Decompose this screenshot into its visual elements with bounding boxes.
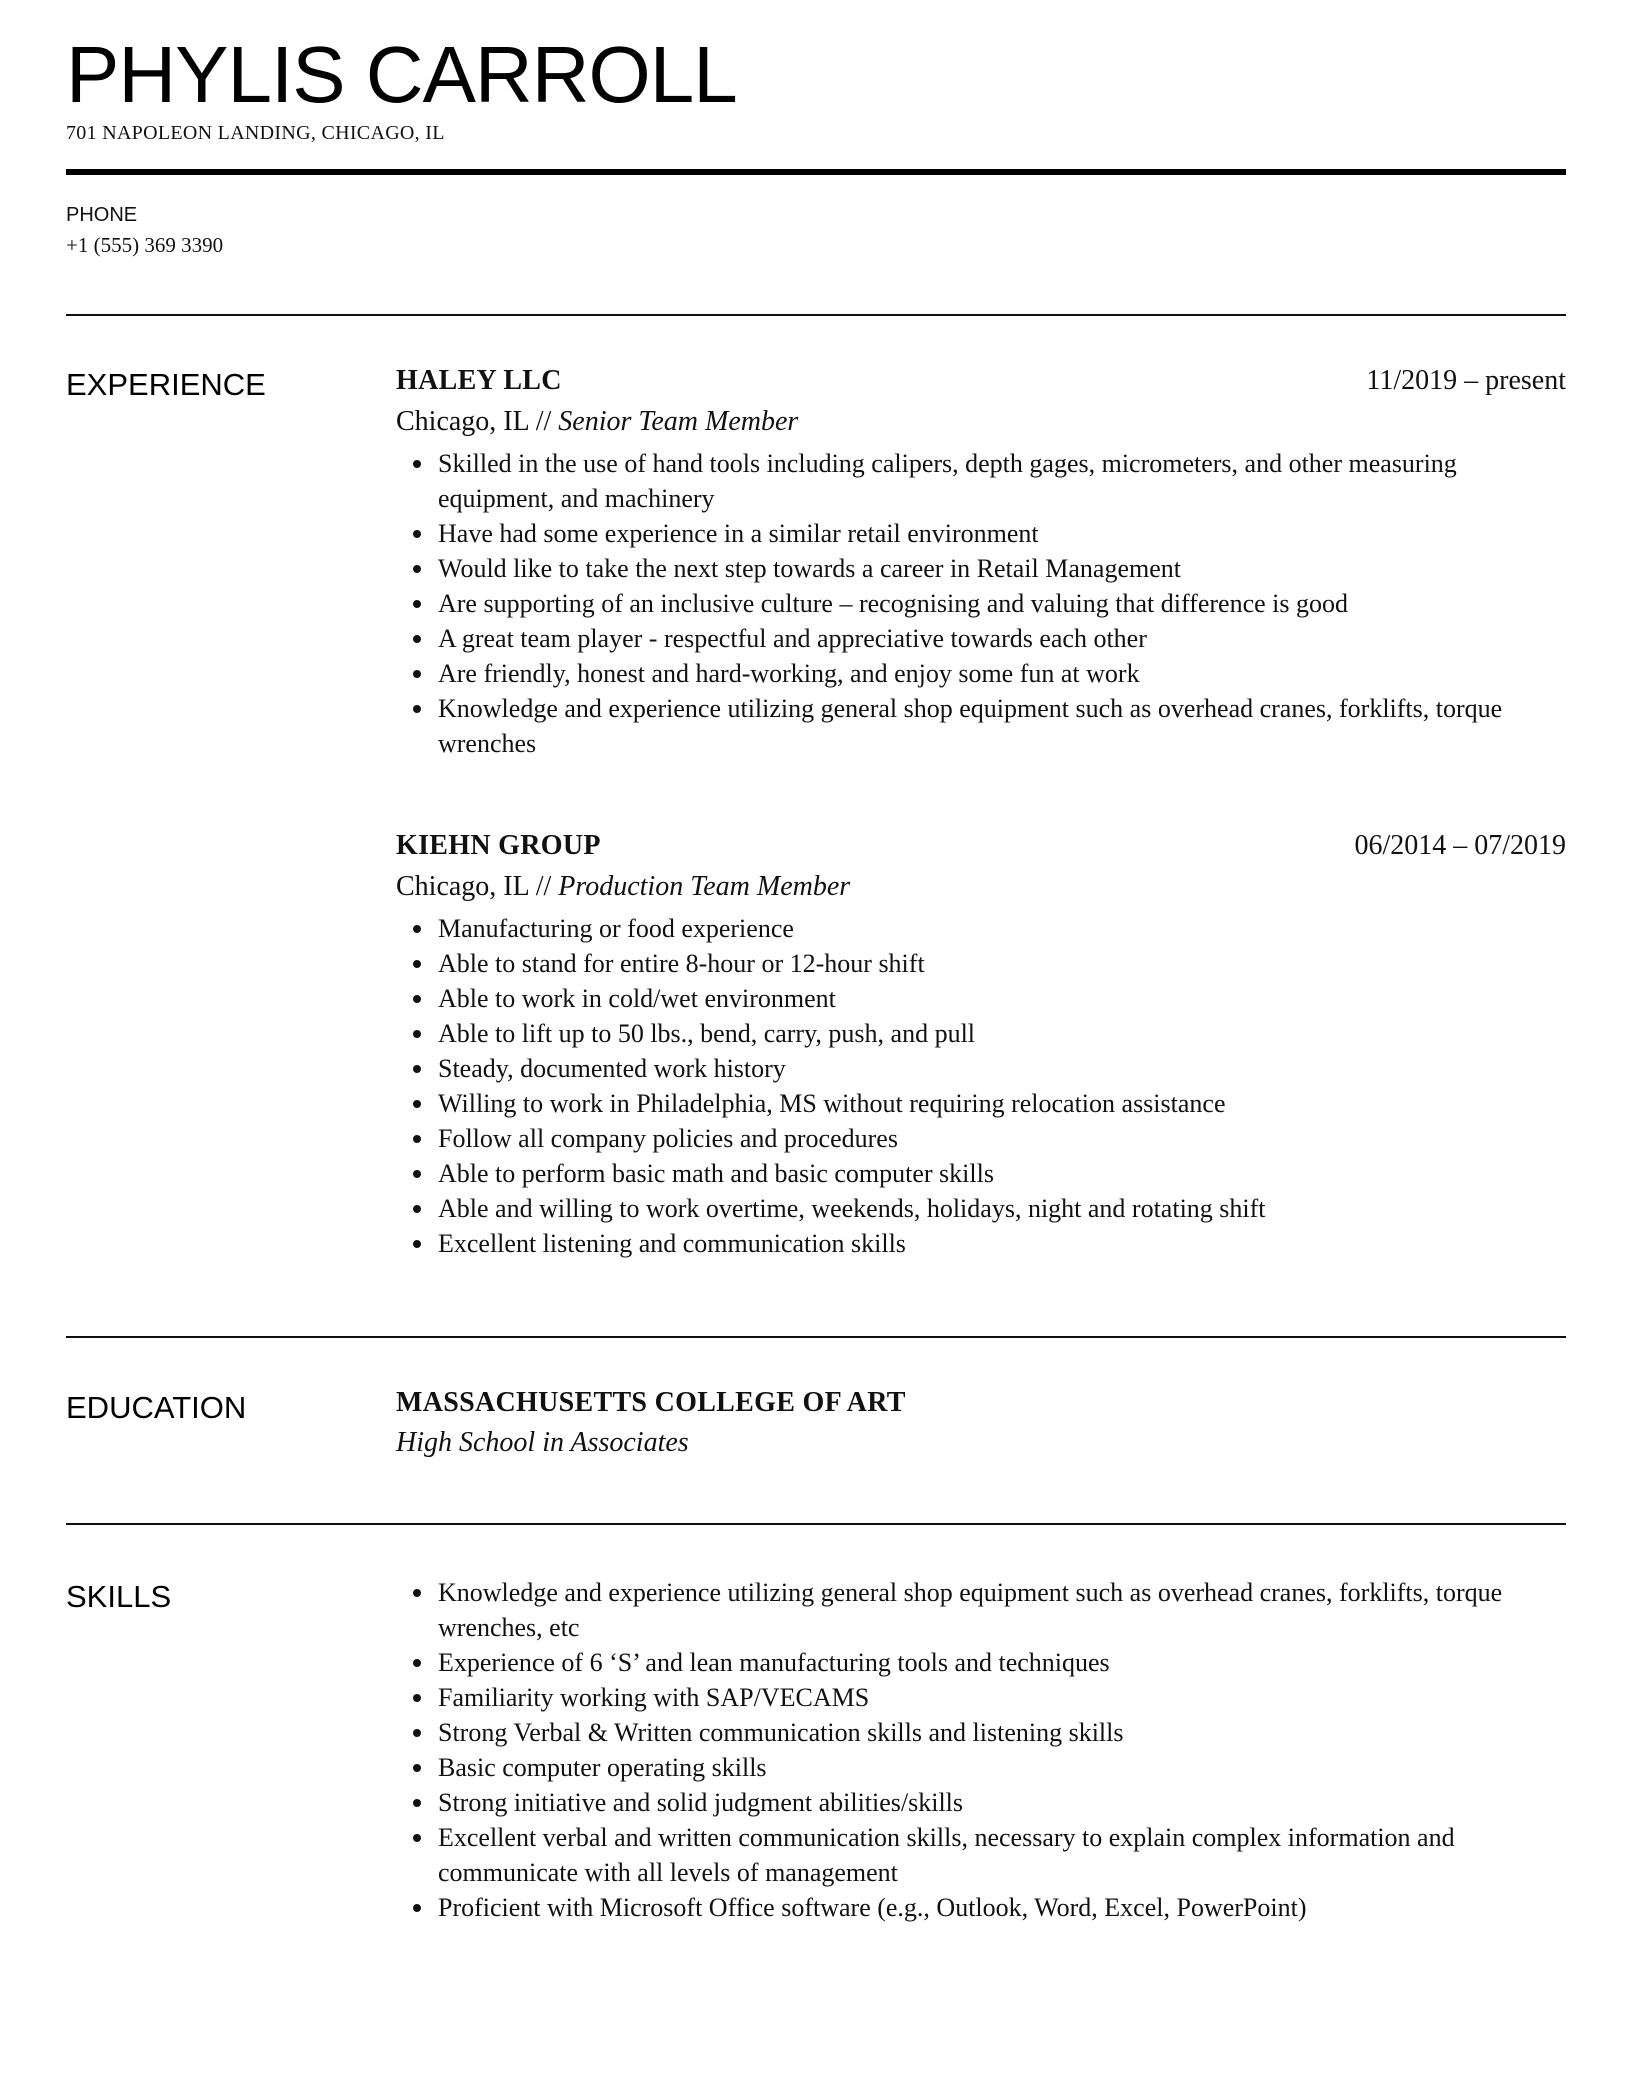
bullet-icon xyxy=(413,1904,421,1912)
list-item xyxy=(396,1785,1566,1820)
bullet-icon xyxy=(413,670,421,678)
list-item xyxy=(396,1191,1566,1226)
job-duties xyxy=(396,911,1566,1261)
duty-text: Able and willing to work overtime, weekends, holidays, night and rotating shift xyxy=(438,1194,1266,1223)
list-item xyxy=(396,621,1566,656)
bullet-icon xyxy=(413,960,421,968)
job-entry xyxy=(396,362,1566,761)
bullet-icon xyxy=(413,995,421,1003)
bullet-icon xyxy=(413,635,421,643)
bullet-icon xyxy=(413,925,421,933)
job-subline xyxy=(396,867,1566,907)
job-subline xyxy=(396,402,1566,442)
duty-text: Would like to take the next step towards a career in Retail Management xyxy=(438,554,1181,583)
duty-text: Able to lift up to 50 lbs., bend, carry, push, and pull xyxy=(438,1019,976,1048)
job-title: Production Team Member xyxy=(558,871,851,902)
duty-text: Excellent listening and communication skills xyxy=(438,1229,906,1258)
bullet-icon xyxy=(413,1834,421,1842)
list-item xyxy=(396,691,1566,761)
duty-text: Knowledge and experience utilizing general shop equipment such as overhead cranes, forklifts, torque wrenches xyxy=(438,694,1503,758)
list-item xyxy=(396,1016,1566,1051)
role-separator: // xyxy=(528,871,559,902)
duty-text: Follow all company policies and procedures xyxy=(438,1124,898,1153)
list-item xyxy=(396,1121,1566,1156)
bullet-icon xyxy=(413,1694,421,1702)
duty-text: Willing to work in Philadelphia, MS without requiring relocation assistance xyxy=(438,1089,1226,1118)
skill-text: Proficient with Microsoft Office software (e.g., Outlook, Word, Excel, PowerPoint) xyxy=(438,1893,1307,1922)
duty-text: Steady, documented work history xyxy=(438,1054,786,1083)
list-item xyxy=(396,586,1566,621)
company-name: KIEHN GROUP xyxy=(396,830,601,861)
job-duties xyxy=(396,446,1566,761)
experience-heading: EXPERIENCE xyxy=(66,367,266,402)
candidate-address: 701 NAPOLEON LANDING, CHICAGO, IL xyxy=(66,122,445,144)
bullet-icon xyxy=(413,705,421,713)
header-divider xyxy=(66,169,1566,175)
education-entry xyxy=(396,1383,1566,1463)
skill-text: Experience of 6 ‘S’ and lean manufacturing tools and techniques xyxy=(438,1648,1110,1677)
skills-heading: SKILLS xyxy=(66,1579,172,1614)
list-item xyxy=(396,1575,1566,1645)
skill-text: Familiarity working with SAP/VECAMS xyxy=(438,1683,870,1712)
list-item xyxy=(396,1715,1566,1750)
list-item xyxy=(396,946,1566,981)
skill-text: Basic computer operating skills xyxy=(438,1753,767,1782)
bullet-icon xyxy=(413,1240,421,1248)
bullet-icon xyxy=(413,530,421,538)
job-dates: 11/2019 – present xyxy=(1366,365,1566,396)
bullet-icon xyxy=(413,1659,421,1667)
section-divider xyxy=(66,1336,1566,1338)
list-item xyxy=(396,1820,1566,1890)
job-entry xyxy=(396,827,1566,1261)
list-item xyxy=(396,1051,1566,1086)
duty-text: Able to stand for entire 8-hour or 12-hour shift xyxy=(438,949,925,978)
section-divider xyxy=(66,1523,1566,1525)
duty-text: Have had some experience in a similar retail environment xyxy=(438,519,1039,548)
duty-text: A great team player - respectful and appreciative towards each other xyxy=(438,624,1147,653)
skills-list xyxy=(396,1575,1566,1925)
list-item xyxy=(396,1680,1566,1715)
list-item xyxy=(396,656,1566,691)
list-item xyxy=(396,1086,1566,1121)
list-item xyxy=(396,446,1566,516)
education-heading: EDUCATION xyxy=(66,1390,247,1425)
bullet-icon xyxy=(413,1205,421,1213)
list-item xyxy=(396,1645,1566,1680)
skill-text: Strong initiative and solid judgment abilities/skills xyxy=(438,1788,964,1817)
candidate-name: PHYLIS CARROLL xyxy=(66,30,737,119)
list-item xyxy=(396,516,1566,551)
bullet-icon xyxy=(413,1030,421,1038)
duty-text: Manufacturing or food experience xyxy=(438,914,794,943)
list-item xyxy=(396,551,1566,586)
duty-text: Skilled in the use of hand tools including calipers, depth gages, micrometers, and other measuring equipment, and machinery xyxy=(438,449,1457,513)
skill-text: Excellent verbal and written communication skills, necessary to explain complex information and communicate with all levels of management xyxy=(438,1823,1455,1887)
role-separator: // xyxy=(528,406,559,437)
list-item xyxy=(396,1156,1566,1191)
skill-text: Knowledge and experience utilizing general shop equipment such as overhead cranes, forklifts, torque wrenches, etc xyxy=(438,1578,1503,1642)
school-name: MASSACHUSETTS COLLEGE OF ART xyxy=(396,1387,906,1418)
company-name: HALEY LLC xyxy=(396,365,562,396)
list-item xyxy=(396,1750,1566,1785)
bullet-icon xyxy=(413,1764,421,1772)
bullet-icon xyxy=(413,1729,421,1737)
list-item xyxy=(396,1226,1566,1261)
skill-text: Strong Verbal & Written communication skills and listening skills xyxy=(438,1718,1124,1747)
list-item xyxy=(396,911,1566,946)
phone-label: PHONE xyxy=(66,204,138,226)
bullet-icon xyxy=(413,1589,421,1597)
phone-number: +1 (555) 369 3390 xyxy=(66,233,224,257)
bullet-icon xyxy=(413,1170,421,1178)
skills-bullets xyxy=(396,1575,1566,1925)
bullet-icon xyxy=(413,600,421,608)
bullet-icon xyxy=(413,1135,421,1143)
job-location: Chicago, IL xyxy=(396,871,529,902)
list-item xyxy=(396,981,1566,1016)
job-dates: 06/2014 – 07/2019 xyxy=(1354,830,1566,861)
list-item xyxy=(396,1890,1566,1925)
bullet-icon xyxy=(413,460,421,468)
duty-text: Are supporting of an inclusive culture – recognising and valuing that difference is good xyxy=(438,589,1348,618)
duty-text: Are friendly, honest and hard-working, and enjoy some fun at work xyxy=(438,659,1140,688)
bullet-icon xyxy=(413,1799,421,1807)
bullet-icon xyxy=(413,1065,421,1073)
job-title: Senior Team Member xyxy=(558,406,799,437)
degree: High School in Associates xyxy=(396,1427,689,1458)
section-divider xyxy=(66,314,1566,316)
job-location: Chicago, IL xyxy=(396,406,529,437)
duty-text: Able to perform basic math and basic computer skills xyxy=(438,1159,994,1188)
duty-text: Able to work in cold/wet environment xyxy=(438,984,836,1013)
bullet-icon xyxy=(413,1100,421,1108)
bullet-icon xyxy=(413,565,421,573)
